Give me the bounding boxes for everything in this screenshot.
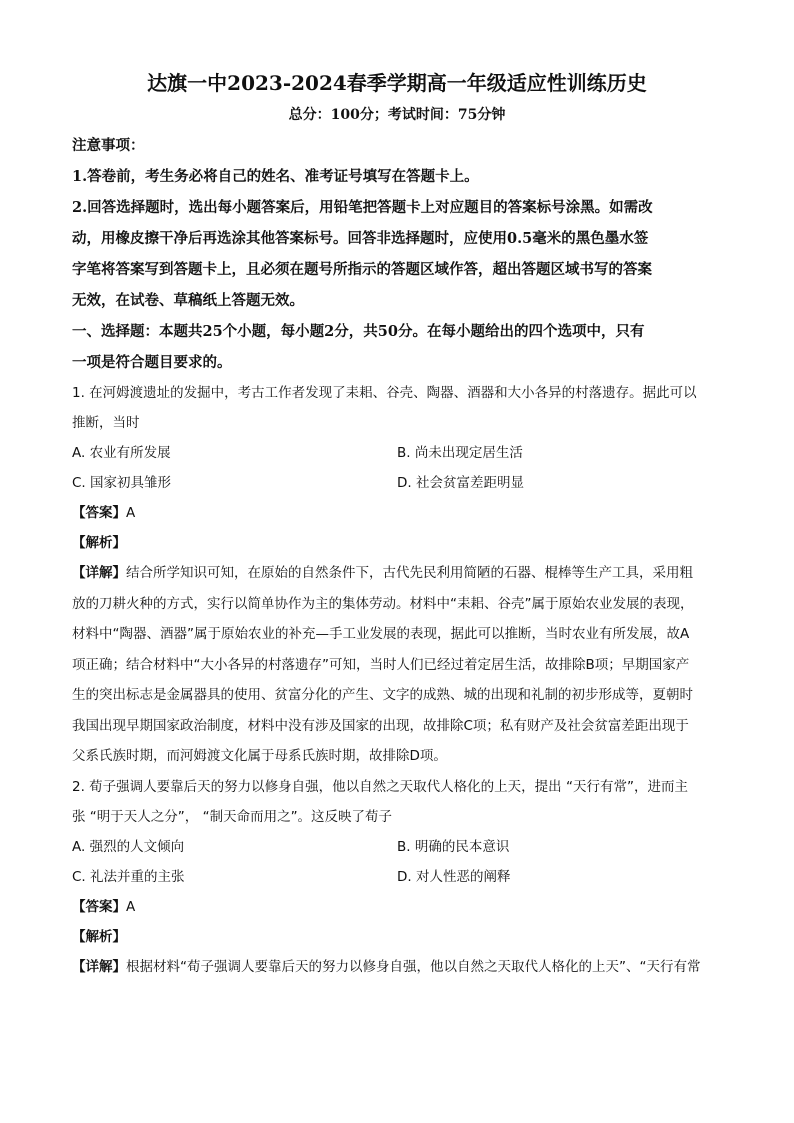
notice-line: 字笔将答案写到答题卡上，且必须在题号所指示的答题区域作答，超出答题区域书写的答案 <box>72 261 652 278</box>
answer-label: 【答案】 <box>72 505 126 521</box>
detail-line: 父系氏族时期，而河姆渡文化属于母系氏族时期，故排除D项。 <box>72 748 447 764</box>
option-b: B. 明确的民本意识 <box>397 838 510 855</box>
detail-line: 我国出现早期国家政治制度，材料中没有涉及国家的出现，故排除C项；私有财产及社会贫富差距出现于 <box>72 717 689 734</box>
option-d: D. 社会贫富差距明显 <box>397 475 524 491</box>
notice-line: 2.回答选择题时，选出每小题答案后，用铅笔把答题卡上对应题目的答案标号涂黑。如需改 <box>72 199 653 216</box>
notice-line: 无效，在试卷、草稿纸上答题无效。 <box>72 292 304 309</box>
detail-line <box>72 558 722 589</box>
question-2 <box>72 772 722 983</box>
answer-line <box>72 498 722 528</box>
detail-line: 项正确；结合材料中“大小各异的村落遗存”可知，当时人们已经过着定居生活，故排除B项；早期国家产 <box>72 656 690 673</box>
option-a: A. 农业有所发展 <box>72 445 171 461</box>
detail-line <box>72 952 722 983</box>
detail-label: 【详解】 <box>72 958 126 975</box>
question-stem-line: 推断，当时 <box>72 415 140 431</box>
analysis-line <box>72 922 722 952</box>
analysis-label: 【解析】 <box>72 928 126 945</box>
notice-block <box>72 130 722 316</box>
notice-line: 动，用橡皮擦干净后再选涂其他答案标号。回答非选择题时，应使用0.5毫米的黑色墨水签 <box>72 230 649 247</box>
page-title: 达旗一中2023-2024春季学期高一年级适应性训练历史 <box>147 71 647 95</box>
answer-line <box>72 892 722 922</box>
question-stem-line: 张 “明于天人之分”， “制天命而用之”。这反映了荀子 <box>72 808 393 825</box>
detail-line: 放的刀耕火种的方式，实行以简单协作为主的集体劳动。材料中“耒耜、谷壳”属于原始农业发展的表现， <box>72 595 694 612</box>
option-b: B. 尚未出现定居生活 <box>397 445 523 461</box>
exam-subtitle: 总分：100分；考试时间：75分钟 <box>288 107 506 123</box>
question-1 <box>72 378 722 772</box>
option-a: A. 强烈的人文倾向 <box>72 838 185 855</box>
section-line: 一项是符合题目要求的。 <box>72 354 232 371</box>
option-c: C. 国家初具雏形 <box>72 475 172 491</box>
section-heading <box>72 316 722 378</box>
detail-line: 材料中“陶器、酒器”属于原始农业的补充—手工业发展的表现，据此可以推断，当时农业有所发展，故A <box>72 626 690 642</box>
detail-paragraph <box>72 952 722 983</box>
analysis-line <box>72 528 722 558</box>
question-stem-line: 2. 荀子强调人要靠后天的努力以修身自强，他以自然之天取代人格化的上天，提出 “天行有常”，进而主 <box>72 778 688 795</box>
section-line: 一、选择题：本题共25个小题，每小题2分，共50分。在每小题给出的四个选项中，只有 <box>72 323 645 340</box>
detail-text: 根据材料“荀子强调人要靠后天的努力以修身自强，他以自然之天取代人格化的上天”、“天行有常 <box>126 958 701 975</box>
notice-line: 1.答卷前，考生务必将自己的姓名、准考证号填写在答题卡上。 <box>72 168 479 185</box>
detail-text: 结合所学知识可知，在原始的自然条件下，古代先民利用简陋的石器、棍棒等生产工具，采用粗 <box>126 565 693 581</box>
answer-value: A <box>126 505 136 521</box>
answer-label: 【答案】 <box>72 898 126 915</box>
option-c: C. 礼法并重的主张 <box>72 868 185 885</box>
detail-label: 【详解】 <box>72 565 126 581</box>
detail-line: 生的突出标志是金属器具的使用、贫富分化的产生、文字的成熟、城的出现和礼制的初步形成等，夏朝时 <box>72 687 693 703</box>
question-stem-line: 1. 在河姆渡遗址的发掘中，考古工作者发现了耒耜、谷壳、陶器、酒器和大小各异的村落遗存。据此可以 <box>72 385 697 401</box>
analysis-label: 【解析】 <box>72 535 126 551</box>
answer-value: A <box>126 898 136 915</box>
option-d: D. 对人性恶的阐释 <box>397 868 511 885</box>
notice-heading: 注意事项： <box>72 137 145 154</box>
detail-paragraph <box>72 558 722 772</box>
option-grid <box>72 438 722 498</box>
option-grid <box>72 832 722 892</box>
